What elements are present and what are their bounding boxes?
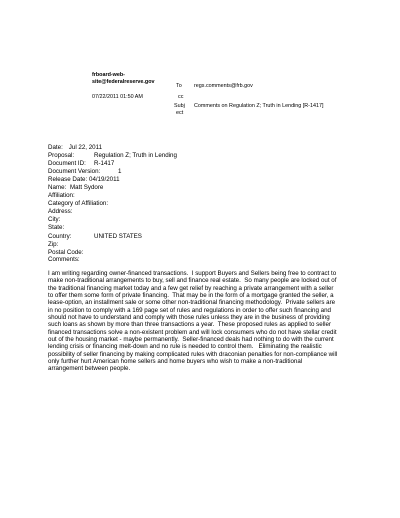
sender-line-2: site@federalreserve.gov [92,79,155,86]
meta-label: Address: [48,208,73,216]
comment-line: make non-traditional arrangements to buy, sell and finance real estate. So many people are locked out of [48,277,337,285]
meta-label: Proposal: [48,152,75,160]
meta-row-zip [48,241,177,249]
meta-label: Name: [48,184,67,192]
meta-label: Document Version: [48,168,101,176]
meta-value: 1 [118,168,122,176]
comment-line: financed transactions solve a non-existent problem and will lock consumers who do not have stellar credit [48,328,337,336]
meta-value: Jul 22, 2011 [68,144,103,151]
comment-body [48,270,370,373]
comment-line: such loans as shown by more than three transactions a year. These proposed rules as applied to seller [48,321,331,329]
meta-row-proposal [48,152,177,160]
meta-row-city [48,216,177,224]
meta-label: City: [48,216,61,224]
comment-line: only further hurt American home sellers and home buyers who wish to make a non-traditional [48,358,303,366]
meta-label: Zip: [48,240,59,248]
meta-row-state [48,224,177,232]
meta-row-release-date [48,176,177,184]
subject-value: Comments on Regulation Z; Truth in Lending [R-1417] [194,103,324,109]
meta-label: Affiliation: [48,192,75,200]
meta-label: Document ID: [48,160,86,168]
sender-line-1: frboard-web- [92,72,125,78]
sent-datetime: 07/22/2011 01:50 AM [92,94,143,100]
meta-row-address [48,208,177,216]
subject-label-line-2: ect [176,109,184,116]
meta-row-country [48,233,177,241]
comment-line: out of the housing market - maybe permanently. Seller-financed deals had nothing to do with the current [48,336,334,344]
meta-row-name [48,184,177,192]
comment-line: lease-option, an installment sale or some other non-traditional financing methodology. Private sellers are [48,299,336,307]
meta-label: Country: [48,232,72,240]
meta-value: Regulation Z; Truth in Lending [94,152,177,160]
comment-line: to offer them some form of private financing. That may be in the form of a mortgage granted the seller, a [48,292,334,300]
comment-line: I am writing regarding owner-financed transactions. I support Buyers and Sellers being free to contract to [48,270,337,277]
comment-metadata [48,144,177,257]
meta-value: Matt Sydore [70,184,104,192]
subject-label-line-1: Subj [174,103,185,109]
meta-label: Release Date: [48,176,88,184]
to-label: To [176,83,182,89]
meta-label: Date: [48,144,63,151]
meta-row-affiliation [48,192,177,200]
subject-label [174,103,185,116]
meta-row-category [48,200,177,208]
meta-value: 04/19/2011 [89,176,120,184]
comment-line: arrangement between people. [48,365,131,373]
meta-row-document-id [48,160,177,168]
meta-label: Category of Affiliation: [48,200,109,208]
to-value: regs.comments@frb.gov [194,83,253,89]
meta-value: UNITED STATES [94,232,142,240]
comment-line: the traditional financing market today and a few get relief by reaching a private arrangement with a seller [48,284,334,292]
meta-value: R-1417 [94,160,115,168]
cc-label: cc [178,94,184,100]
comments-heading: Comments: [48,256,80,263]
meta-row-document-version [48,168,177,176]
comment-line: should not have to understand and comply with those rules unless they are in the business of providing [48,314,330,322]
meta-row-date [48,144,177,152]
meta-label: Postal Code: [48,248,84,256]
meta-label: State: [48,224,65,232]
comment-line: possibility of seller financing by making complicated rules with draconian penalties for non-compliance will [48,350,338,358]
comment-line: lending crisis or financing melt-down and no rule is needed to control them. Eliminating the realistic [48,343,322,351]
sender-address [92,72,182,86]
comment-line: in no position to comply with a 169 page set of rules and regulations in order to offer such financing and [48,306,331,314]
